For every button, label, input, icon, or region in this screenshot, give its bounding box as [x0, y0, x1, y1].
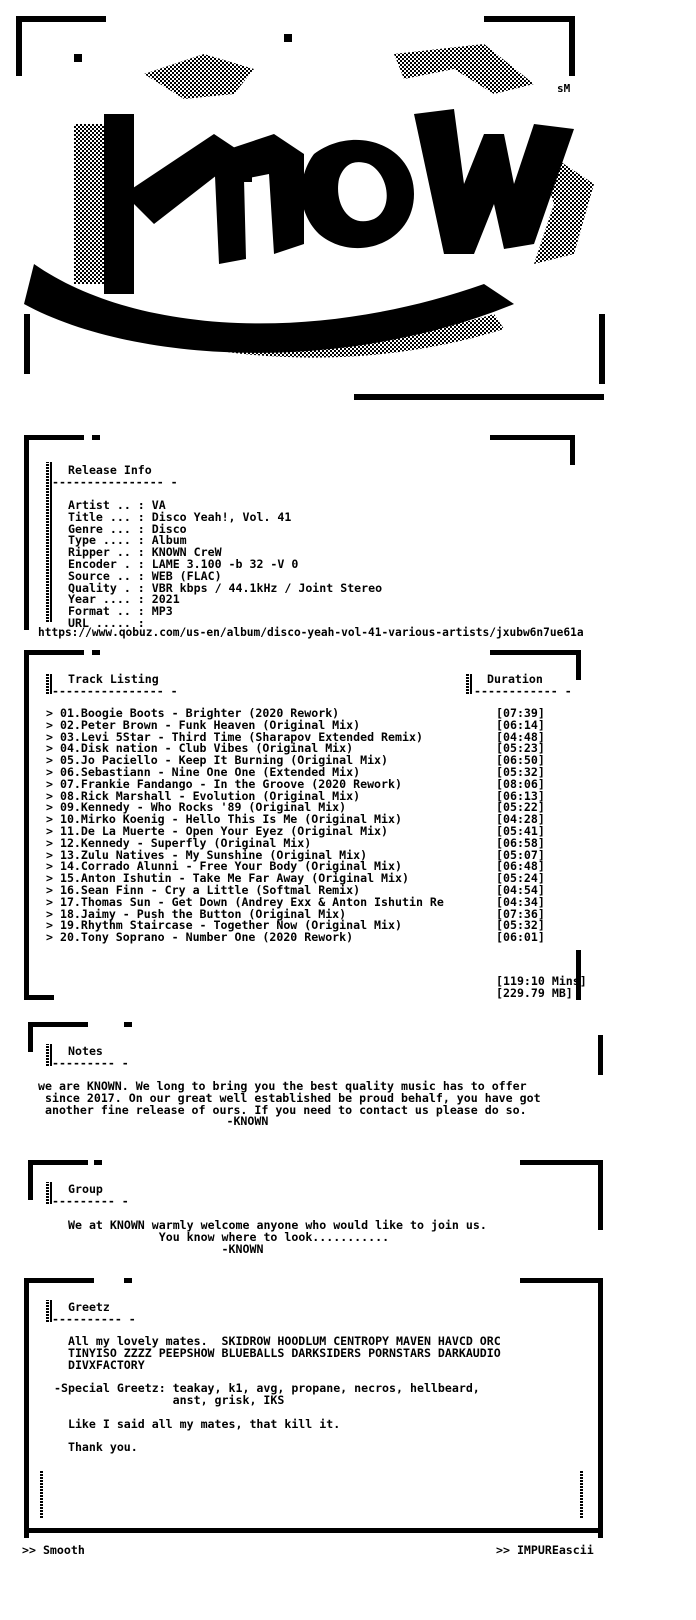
track-duration: [07:36]: [496, 906, 545, 921]
duration-underline: ------------ -: [474, 684, 572, 698]
track-duration: [05:32]: [496, 918, 545, 933]
notes-heading: Notes: [68, 1044, 103, 1058]
group-underline: --------- -: [52, 1194, 129, 1208]
info-row: Source .. : WEB (FLAC): [68, 568, 222, 583]
info-row: URL ..... :: [68, 615, 145, 630]
greetz-line: -Special Greetz: teakay, k1, avg, propane, necros, hellbeard,: [54, 1381, 480, 1396]
info-row: Encoder . : LAME 3.100 -b 32 -V 0: [68, 556, 299, 571]
track-title: > 16.Sean Finn - Cry a Little (Softmal Remix): [46, 882, 361, 897]
track-duration: [06:58]: [496, 835, 545, 850]
duration-list: [496, 708, 545, 944]
group-line: -KNOWN: [68, 1241, 264, 1256]
track-title: > 10.Mirko Koenig - Hello This Is Me (Original Mix): [46, 812, 402, 827]
greetz-line: All my lovely mates. SKIDROW HOODLUM CENTROPY MAVEN HAVCD ORC: [54, 1334, 501, 1348]
release-url-link[interactable]: https://www.qobuz.com/us-en/album/disco-yeah-vol-41-various-artists/jxubw6n7ue61a: [38, 626, 584, 639]
track-title: > 13.Zulu Natives - My Sunshine (Original Mix): [46, 847, 368, 862]
notes-line: we are KNOWN. We long to bring you the best quality music has to offer: [38, 1079, 527, 1093]
greetz-line: anst, grisk, IKS: [54, 1392, 285, 1407]
info-row: Ripper .. : KNOWN CreW: [68, 545, 222, 560]
track-duration: [07:39]: [496, 706, 545, 720]
track-title: > 05.Jo Paciello - Keep It Burning (Original Mix): [46, 753, 389, 768]
group-line: We at KNOWN warmly welcome anyone who would like to join us.: [68, 1218, 487, 1232]
notes-line: -KNOWN: [38, 1114, 269, 1129]
track-title: > 18.Jaimy - Push the Button (Original Mix): [46, 906, 347, 921]
track-title: > 09.Kennedy - Who Rocks '89 (Original Mix): [46, 800, 347, 815]
footer-credit-left: >> Smooth: [22, 1543, 85, 1557]
greetz-line: Thank you.: [54, 1440, 138, 1455]
track-title: > 07.Frankie Fandango - In the Groove (2020 Rework): [46, 776, 402, 791]
greetz-underline: ---------- -: [52, 1312, 136, 1326]
track-listing-heading: Track Listing: [68, 672, 159, 686]
logo-signature: sM: [557, 82, 571, 95]
notes-line: another fine release of ours. If you need to contact us please do so.: [38, 1102, 527, 1117]
greetz-line: DIVXFACTORY: [54, 1357, 145, 1372]
track-duration: [05:07]: [496, 847, 545, 862]
track-duration: [06:48]: [496, 859, 545, 874]
group-line: You know where to look...........: [68, 1229, 390, 1244]
info-row: Artist .. : VA: [68, 498, 166, 512]
notes-underline: --------- -: [52, 1056, 129, 1070]
notes-line: since 2017. On our great well established be proud behalf, you have got: [38, 1090, 541, 1105]
track-title: > 08.Rick Marshall - Evolution (Original Mix): [46, 788, 361, 803]
logo-art: [14, 14, 614, 434]
track-title: > 17.Thomas Sun - Get Down (Andrey Exx & Anton Ishutin Re: [46, 894, 444, 909]
info-row: Title ... : Disco Yeah!, Vol. 41: [68, 509, 292, 524]
track-duration: [04:54]: [496, 882, 545, 897]
group-text: [68, 1220, 487, 1255]
duration-heading: Duration: [487, 672, 543, 686]
track-duration: [06:01]: [496, 930, 545, 945]
release-info-underline: ---------------- -: [52, 475, 178, 489]
track-title: > 12.Kennedy - Superfly (Original Mix): [46, 835, 312, 850]
track-list: [46, 708, 444, 944]
track-title: > 20.Tony Soprano - Number One (2020 Rework): [46, 930, 354, 945]
track-title: > 03.Levi 5Star - Third Time (Sharapov Extended Remix): [46, 729, 423, 744]
track-listing-underline: ---------------- -: [52, 684, 178, 698]
total-size: [229.79 MB]: [496, 986, 573, 1000]
footer-credit-right: >> IMPUREascii: [496, 1543, 594, 1557]
release-info-table: [68, 500, 382, 630]
info-row: Quality . : VBR kbps / 44.1kHz / Joint Stereo: [68, 580, 383, 595]
total-time: [119:10 Mins]: [496, 974, 587, 988]
track-duration: [04:34]: [496, 894, 545, 909]
track-title: > 19.Rhythm Staircase - Together Now (Original Mix): [46, 918, 402, 933]
track-duration: [05:23]: [496, 741, 545, 756]
greetz-heading: Greetz: [68, 1300, 110, 1314]
info-row: Year .... : 2021: [68, 592, 180, 607]
track-duration: [05:32]: [496, 764, 545, 779]
info-row: Format .. : MP3: [68, 604, 173, 619]
release-info-heading: Release Info: [68, 463, 152, 477]
track-duration: [04:48]: [496, 729, 545, 744]
notes-text: [38, 1081, 541, 1128]
track-title: > 14.Corrado Alunni - Free Your Body (Original Mix): [46, 859, 402, 874]
track-title: > 11.De La Muerte - Open Your Eyez (Original Mix): [46, 823, 389, 838]
track-title: > 15.Anton Ishutin - Take Me Far Away (Original Mix): [46, 871, 409, 886]
greetz-line: TINYISO ZZZZ PEEPSHOW BLUEBALLS DARKSIDERS PORNSTARS DARKAUDIO: [54, 1345, 501, 1360]
greetz-line: Like I said all my mates, that kill it.: [54, 1416, 341, 1431]
track-duration: [05:22]: [496, 800, 545, 815]
track-duration: [06:14]: [496, 717, 545, 732]
track-title: > 06.Sebastiann - Nine One One (Extended Mix): [46, 764, 361, 779]
track-duration: [04:28]: [496, 812, 545, 827]
info-row: Genre ... : Disco: [68, 521, 187, 536]
info-row: Type .... : Album: [68, 533, 187, 548]
track-duration: [06:13]: [496, 788, 545, 803]
track-duration: [08:06]: [496, 776, 545, 791]
track-duration: [05:24]: [496, 871, 545, 886]
known-ascii-logo: [14, 14, 614, 434]
greetz-text: [54, 1336, 501, 1454]
track-duration: [06:50]: [496, 753, 545, 768]
track-title: > 02.Peter Brown - Funk Heaven (Original Mix): [46, 717, 361, 732]
track-title: > 04.Disk nation - Club Vibes (Original Mix): [46, 741, 354, 756]
track-title: > 01.Boogie Boots - Brighter (2020 Rework): [46, 706, 340, 720]
track-duration: [05:41]: [496, 823, 545, 838]
group-heading: Group: [68, 1182, 103, 1196]
